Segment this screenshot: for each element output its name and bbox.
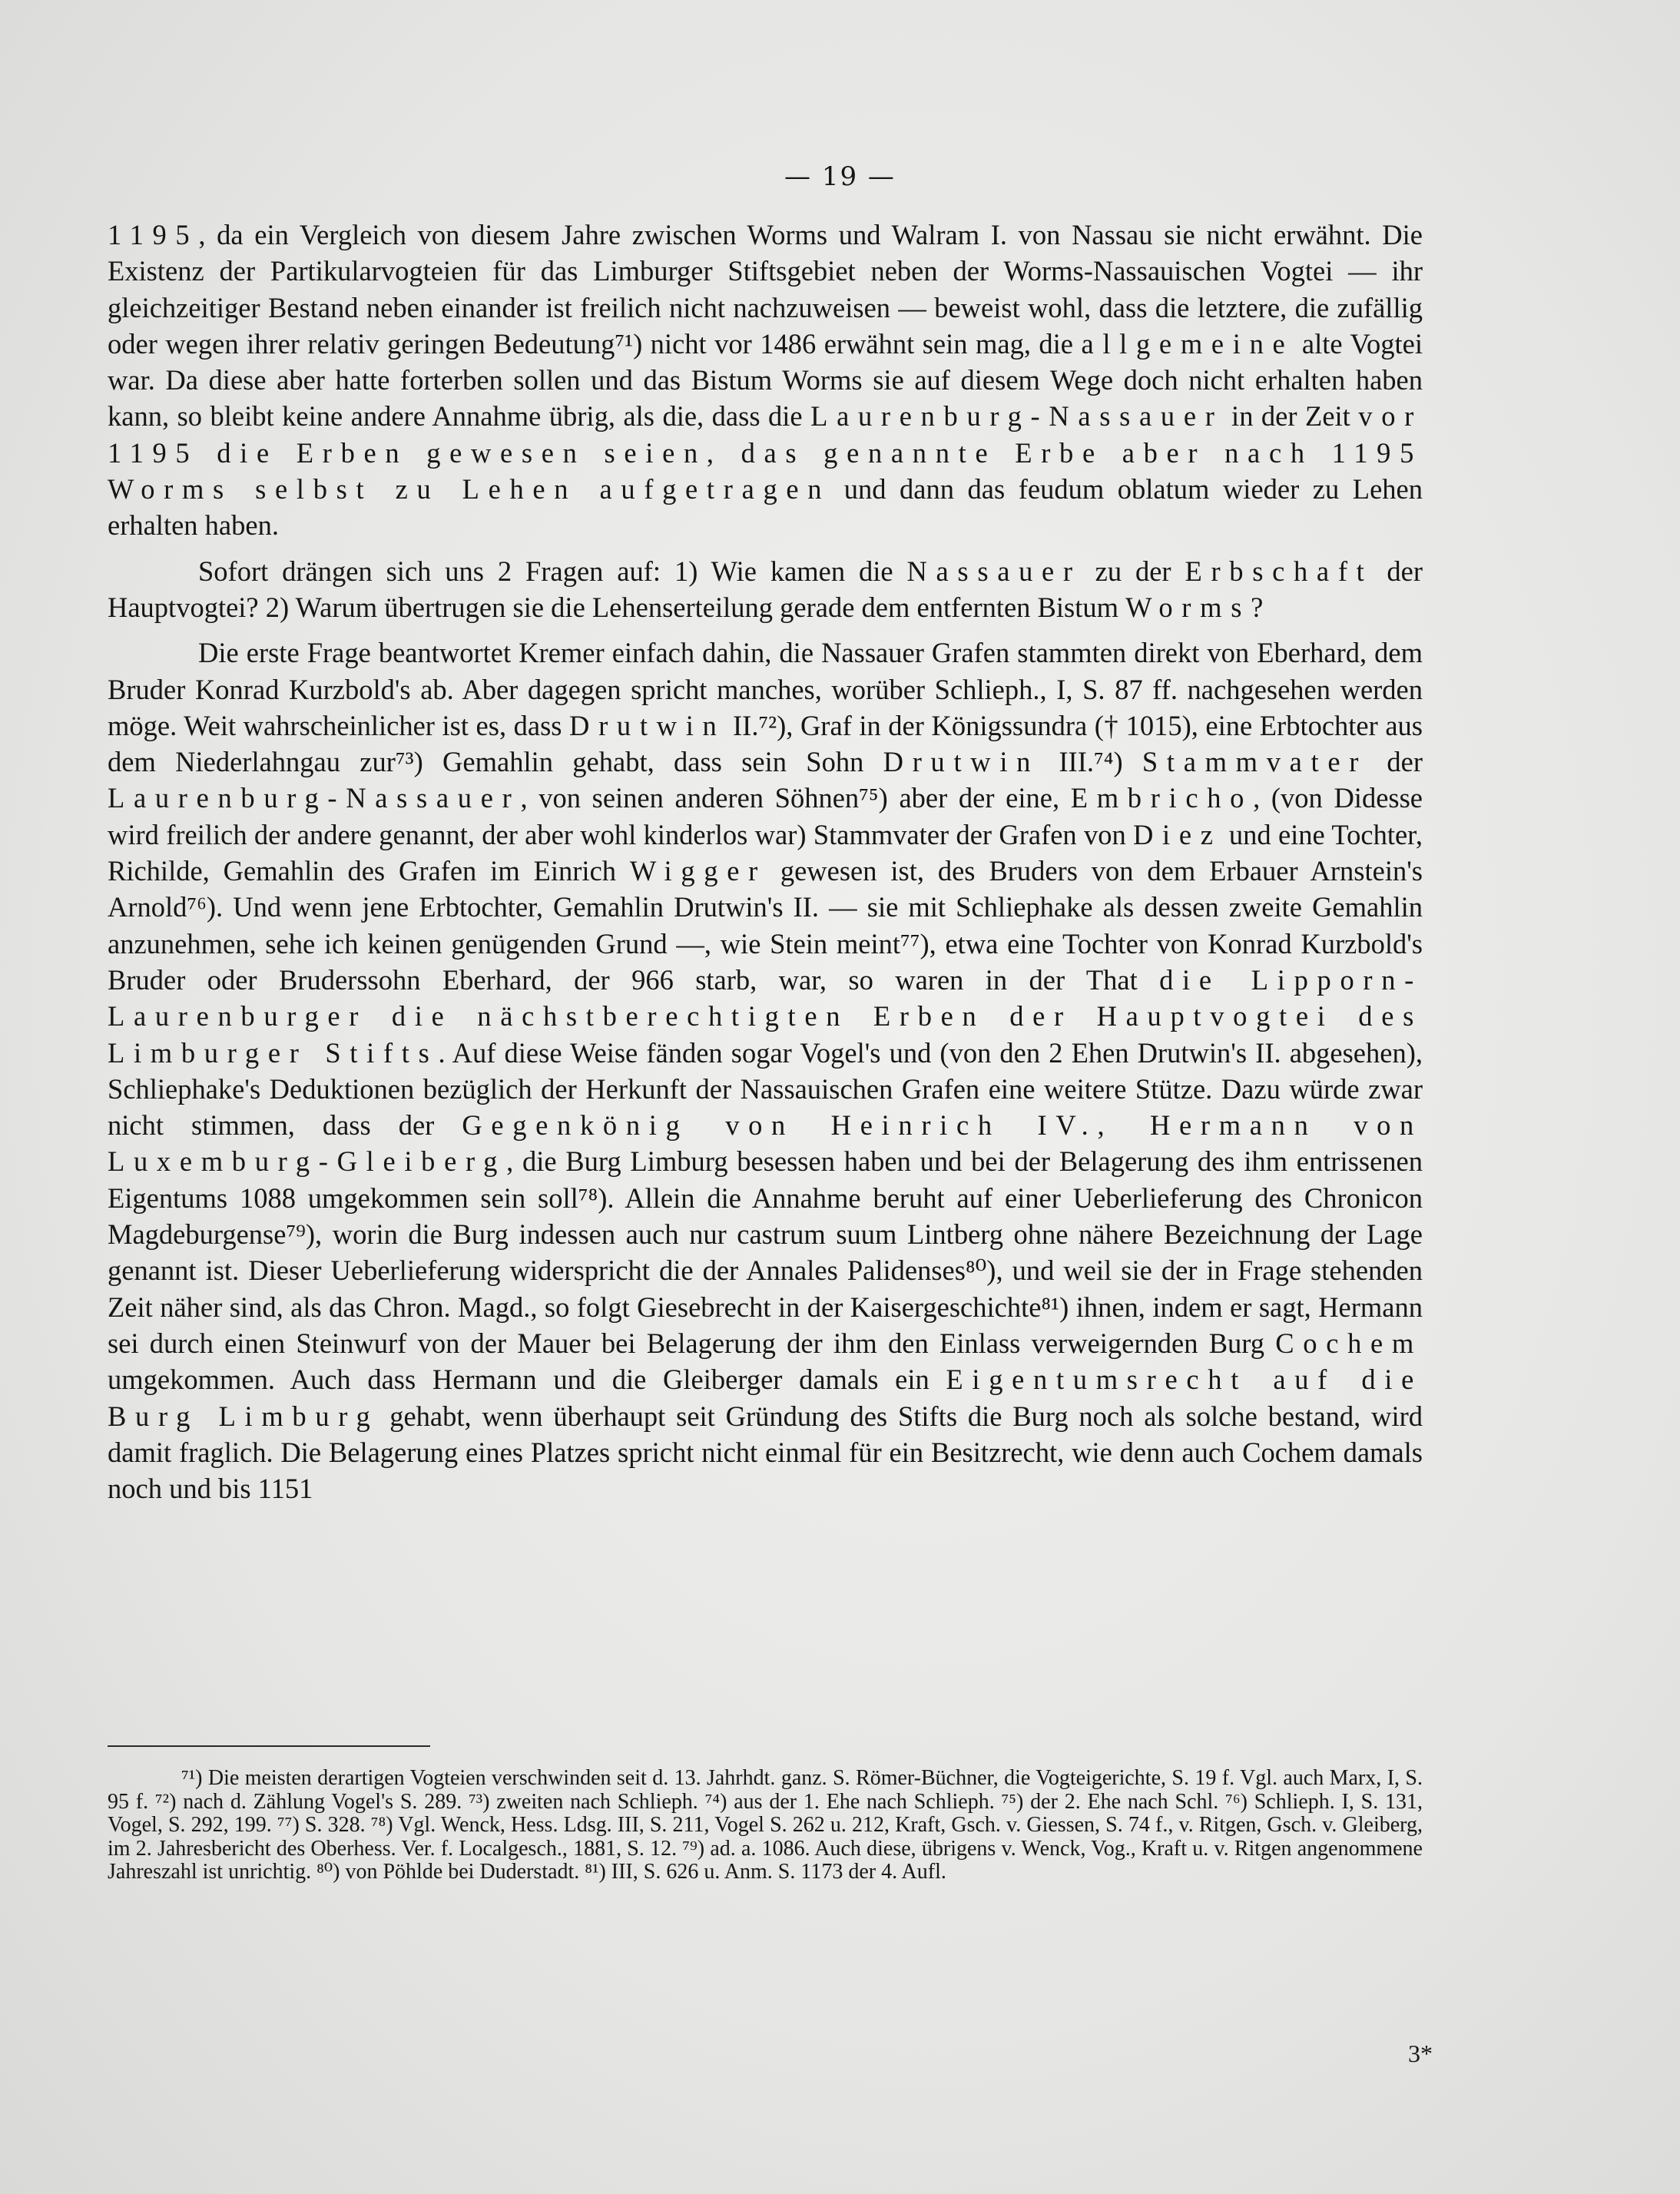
spaced-emphasis-text: Embricho xyxy=(1070,782,1254,814)
spaced-emphasis-text: Diez xyxy=(1133,818,1222,850)
spaced-emphasis-text: die Lipporn-Laurenburger die nächstberechtigten Erben der Hauptvogtei des Limburger Stifts xyxy=(108,963,1423,1069)
text-run: und dann das feudum oblatum wieder zu Lehen erhalten haben. xyxy=(108,473,1423,542)
spaced-emphasis-text: Erbschaft xyxy=(1185,555,1373,587)
spaced-emphasis-text: vor 1195 die Erben gewesen seien, das genannte Erbe aber nach 1195 Worms selbst zu Lehen aufgetragen xyxy=(108,400,1423,505)
text-run: in der Zeit xyxy=(1223,400,1359,433)
spaced-emphasis-text: allgemeine xyxy=(1081,327,1294,360)
text-run: ? xyxy=(1251,591,1264,623)
text-run: II.⁷²), Graf in der Königssundra († 1015), eine Erbtochter aus dem Niederlahngau zur⁷³) Gemahlin gehabt, dass sein Sohn xyxy=(108,709,1423,778)
footnotes: ⁷¹) Die meisten derartigen Vogteien verschwinden seit d. 13. Jahrhdt. ganz. S. Römer-Büchner, die Vogteigerichte, S. 19 f. Vgl. auch Marx, I, S. 95 f. ⁷²) nach d. Zählung Vogel's S. 289. ⁷³) zweiten nach Schlieph. ⁷⁴) aus der 1. Ehe nach Schlieph. ⁷⁵) der 2. Ehe nach Schl. ⁷⁶) Schlieph. I, S. 131, Vogel, S. 292, 199. ⁷⁷) S. 328. ⁷⁸) Vgl. Wenck, Hess. Ldsg. III, S. 211, Vogel S. 262 u. 212, Kraft, Gsch. v. Giessen, S. 74 f., v. Ritgen, Gsch. v. Gleiberg, im 2. Jahresbericht des Oberhess. Ver. f. Localgesch., 1881, S. 12. ⁷⁹) ad. a. 1086. Auch diese, übrigens v. Wenck, Vog., Kraft u. v. Ritgen angenommene Jahreszahl ist unrichtig. ⁸⁰) von Pöhlde bei Duderstadt. ⁸¹) III, S. 626 u. Anm. S. 1173 der 4. Aufl. xyxy=(108,1766,1423,1884)
text-run: . Auf diese Weise fänden sogar Vogel's und (von den 2 Ehen Drutwin's II. abgesehen), Schliephake's Deduktionen bezüglich der Herkunft der Nassauischen Grafen eine weitere Stütze. Dazu würde zwar nicht stimmen, dass der xyxy=(108,1036,1423,1142)
text-run: gehabt, wenn überhaupt seit Gründung des Stifts die Burg noch als solche bestand, wird damit fraglich. Die Belagerung eines Platzes spricht nicht einmal für ein Besitzrecht, wie denn auch Cochem damals noch und bis 1151 xyxy=(108,1400,1423,1505)
text-run: , von seinen anderen Söhnen⁷⁵) aber der eine, xyxy=(520,782,1071,814)
spaced-emphasis-text: Stammvater xyxy=(1142,746,1368,778)
spaced-emphasis-text: Gegenkönig von Heinrich IV., Hermann von Luxemburg-Gleiberg xyxy=(108,1109,1423,1178)
spaced-emphasis-text: Worms xyxy=(1125,591,1251,623)
spaced-emphasis-text: Cochem xyxy=(1275,1327,1423,1359)
text-run: gewesen ist, des Bruders von dem Erbauer Arnstein's Arnold⁷⁶). Und wenn jene Erbtochter, Gemahlin Drutwin's II. — sie mit Schliephake als dessen zweite Gemahlin anzunehmen, sehe ich keinen genügenden Grund —, wie Stein meint⁷⁷), etwa eine Tochter von Konrad Kurzbold's Bruder oder Bruderssohn Eberhard, der 966 starb, war, so waren in der That xyxy=(108,855,1423,996)
body-text xyxy=(108,217,1423,1506)
spaced-emphasis-text: Drutwin xyxy=(883,746,1040,778)
footnote-divider xyxy=(108,1745,430,1747)
page-number: — 19 — xyxy=(784,161,896,192)
signature-mark: 3* xyxy=(1408,2040,1433,2067)
paragraph-3 xyxy=(108,635,1423,1506)
text-run: , (von Didesse wird freilich der andere genannt, der aber wohl kinderlos war) Stammvater der Grafen von xyxy=(108,782,1423,850)
spaced-emphasis-text: 1195 xyxy=(108,219,199,250)
spaced-emphasis-text: Laurenburg-Nassauer xyxy=(810,400,1224,433)
text-run: umgekommen. Auch dass Hermann und die Gleiberger damals ein xyxy=(108,1364,946,1396)
text-run: , die Burg Limburg besessen haben und bei der Belagerung des ihm entrissenen Eigentums 1088 umgekommen sein soll⁷⁸). Allein die Annahme beruht auf einer Ueberlieferung des Chronicon Magdeburgense⁷⁹), worin die Burg indessen auch nur castrum suum Lintberg ohne nähere Bezeichnung der Lage genannt ist. Dieser Ueberlieferung widerspricht die der Annales Palidenses⁸⁰), und weil sie der in Frage stehenden Zeit näher sind, als das Chron. Magd., so folgt Giesebrecht in der Kaisergeschichte⁸¹) ihnen, indem er sagt, Hermann sei durch einen Steinwurf von der Mauer bei Belagerung der ihm den Einlass verweigernden Burg xyxy=(108,1145,1423,1359)
text-run: Sofort drängen sich uns 2 Fragen auf: 1) Wie kamen die xyxy=(198,555,907,587)
spaced-emphasis-text: Drutwin xyxy=(569,709,726,741)
text-run: Die erste Frage beantwortet Kremer einfach dahin, die Nassauer Grafen stammten direkt von Eberhard, dem Bruder Konrad Kurzbold's ab. Aber dagegen spricht manches, worüber Schlieph., I, S. 87 ff. nachgesehen werden möge. Weit wahrscheinlicher ist es, dass xyxy=(108,637,1423,741)
spaced-emphasis-text: Laurenburg-Nassauer xyxy=(108,782,521,814)
text-run: III.⁷⁴) xyxy=(1039,746,1142,778)
text-run: , da ein Vergleich von diesem Jahre zwischen Worms und Walram I. von Nassau sie nicht erwähnt. Die Existenz der Partikularvogteien für das Limburger Stiftsgebiet neben der Worms-Nassauischen Vogtei — ihr gleichzeitiger Bestand neben einander ist freilich nicht nachzuweisen — beweist wohl, dass die letztere, die zufällig oder wegen ihrer relativ geringen Bedeutung⁷¹) nicht vor 1486 erwähnt sein mag, die xyxy=(108,219,1423,360)
text-run: der xyxy=(1367,746,1423,778)
text-run: und eine Tochter, Richilde, Gemahlin des Grafen im Einrich xyxy=(108,818,1423,887)
text-run: zu der xyxy=(1081,555,1185,587)
spaced-emphasis-text: Nassauer xyxy=(906,555,1082,587)
spaced-emphasis-text: Eigentumsrecht auf die Burg Limburg xyxy=(108,1364,1423,1432)
paragraph-1 xyxy=(108,217,1423,544)
paragraph-2 xyxy=(108,553,1423,626)
spaced-emphasis-text: Wigger xyxy=(629,855,767,887)
text-run: der Hauptvogtei? 2) Warum übertrugen sie die Lehenserteilung gerade dem entfernten Bistum xyxy=(108,555,1423,623)
text-run: alte Vogtei war. Da diese aber hatte forterben sollen und das Bistum Worms sie auf diesem Wege doch nicht erhalten haben kann, so bleibt keine andere Annahme übrig, als die, dass die xyxy=(108,327,1423,433)
